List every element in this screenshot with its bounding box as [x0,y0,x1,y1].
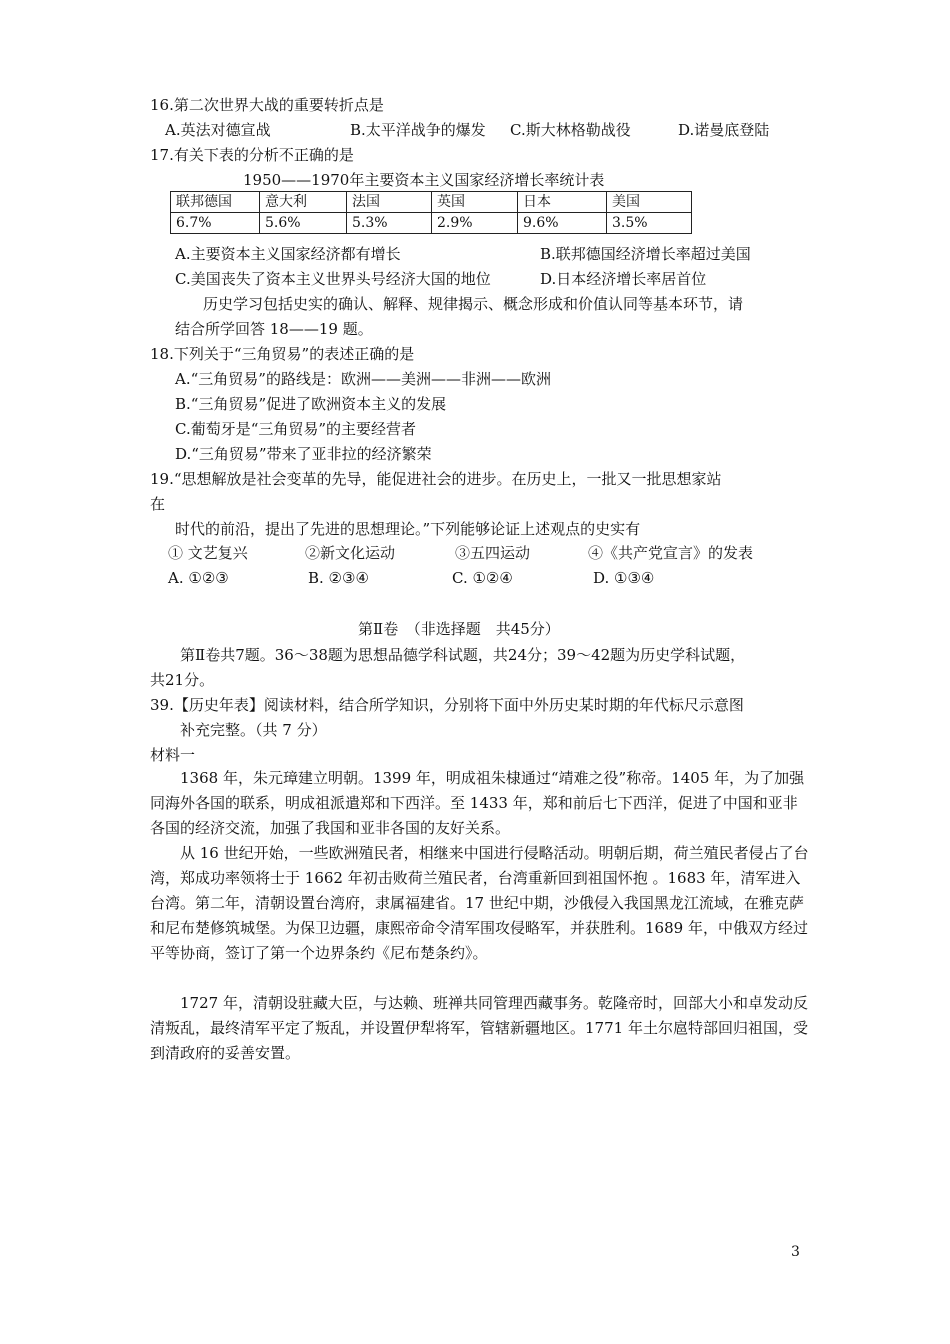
q19-item-1: ① 文艺复兴 [168,544,248,562]
q17-option-d: D.日本经济增长率居首位 [540,270,707,288]
q19-option-c: C. ①②④ [452,569,513,587]
table-value-row [171,213,692,234]
table-cell: 3.5% [607,213,692,234]
q16-option-b: B.太平洋战争的爆发 [350,121,486,139]
table-cell: 5.6% [260,213,347,234]
page-number: 3 [791,1244,800,1260]
q18-option-a: A.“三角贸易”的路线是：欧洲——美洲——非洲——欧洲 [175,370,551,388]
table-header-cell: 联邦德国 [171,192,260,213]
q17-option-b: B.联邦德国经济增长率超过美国 [540,245,751,263]
q19-option-d: D. ①③④ [593,569,655,587]
material-paragraph-3: 1727 年，清朝设驻藏大臣，与达赖、班禅共同管理西藏事务。乾隆帝时，回部大小和卓发动反清叛乱，最终清军平定了叛乱，并设置伊犁将军，管辖新疆地区。1771 年土尔扈特部回归祖国，受到清政府的妥善安置。 [150,994,808,1062]
material-paragraph-2: 从 16 世纪开始，一些欧洲殖民者，相继来中国进行侵略活动。明朝后期，荷兰殖民者侵占了台湾，郑成功率领将士于 1662 年初击败荷兰殖民者，台湾重新回到祖国怀抱 。1683 年，清军进入台湾。第二年，清朝设置台湾府，隶属福建省。17 世纪中期，沙俄侵入我国黑龙江流域，在雅克萨和尼布楚修筑城堡。为保卫边疆，康熙帝命令清军围攻侵略军，并获胜利。1689 年，中俄双方经过平等协商，签订了第一个边界条约《尼布楚条约》。 [150,844,809,962]
q19-item-3: ③五四运动 [455,544,531,562]
q19-item-2: ②新文化运动 [305,544,396,562]
intro-line-2: 结合所学回答 18——19 题。 [175,320,373,338]
table-cell: 5.3% [347,213,432,234]
table-cell: 9.6% [518,213,607,234]
q16-option-a: A.英法对德宣战 [165,121,271,139]
table-header-cell: 美国 [607,192,692,213]
table-title: 1950——1970年主要资本主义国家经济增长率统计表 [243,171,605,189]
q17-stem: 17.有关下表的分析不正确的是 [150,146,354,164]
q19-option-b: B. ②③④ [308,569,369,587]
table-header-row [171,192,692,213]
q18-option-c: C.葡萄牙是“三角贸易”的主要经营者 [175,420,417,438]
part2-desc-line-1: 第Ⅱ卷共7题。36～38题为思想品德学科试题，共24分；39～42题为历史学科试题， [180,646,746,664]
q19-item-4: ④《共产党宣言》的发表 [588,544,754,562]
q19-stem-line-2: 在 [150,495,166,513]
material-paragraph-1: 1368 年，朱元璋建立明朝。1399 年，明成祖朱棣通过“靖难之役”称帝。1405 年，为了加强同海外各国的联系，明成祖派遣郑和下西洋。至 1433 年，郑和前后七下西洋，促进了中国和亚非各国的经济交流，加强了我国和亚非各国的友好关系。 [150,769,805,837]
table-header-cell: 英国 [432,192,518,213]
table-cell: 2.9% [432,213,518,234]
q16-stem: 16.第二次世界大战的重要转折点是 [150,96,384,114]
q18-stem: 18.下列关于“三角贸易”的表述正确的是 [150,345,415,363]
growth-rate-table [170,191,692,234]
q18-option-b: B.“三角贸易”促进了欧洲资本主义的发展 [175,395,447,413]
q16-option-d: D.诺曼底登陆 [678,121,770,139]
q16-option-c: C.斯大林格勒战役 [510,121,631,139]
q19-stem-line-3: 时代的前沿，提出了先进的思想理论。”下列能够论证上述观点的史实有 [175,520,641,538]
table-header-cell: 日本 [518,192,607,213]
q17-option-a: A.主要资本主义国家经济都有增长 [175,245,401,263]
q19-option-a: A. ①②③ [168,569,229,587]
table-header-cell: 意大利 [260,192,347,213]
q18-option-d: D.“三角贸易”带来了亚非拉的经济繁荣 [175,445,432,463]
material-label: 材料一 [150,746,196,764]
q19-stem-line-1: 19.“思想解放是社会变革的先导，能促进社会的进步。在历史上，一批又一批思想家站 [150,470,722,488]
q39-stem-line-1: 39.【历史年表】阅读材料，结合所学知识，分别将下面中外历史某时期的年代标尺示意图 [150,696,744,714]
part2-desc-line-2: 共21分。 [150,671,215,689]
q39-stem-line-2: 补充完整。（共 7 分） [180,721,327,739]
q17-option-c: C.美国丧失了资本主义世界头号经济大国的地位 [175,270,491,288]
table-header-cell: 法国 [347,192,432,213]
intro-line-1: 历史学习包括史实的确认、解释、规律揭示、概念形成和价值认同等基本环节，请 [203,295,744,313]
table-cell: 6.7% [171,213,260,234]
part2-title: 第Ⅱ卷 （非选择题 共45分） [358,620,560,638]
